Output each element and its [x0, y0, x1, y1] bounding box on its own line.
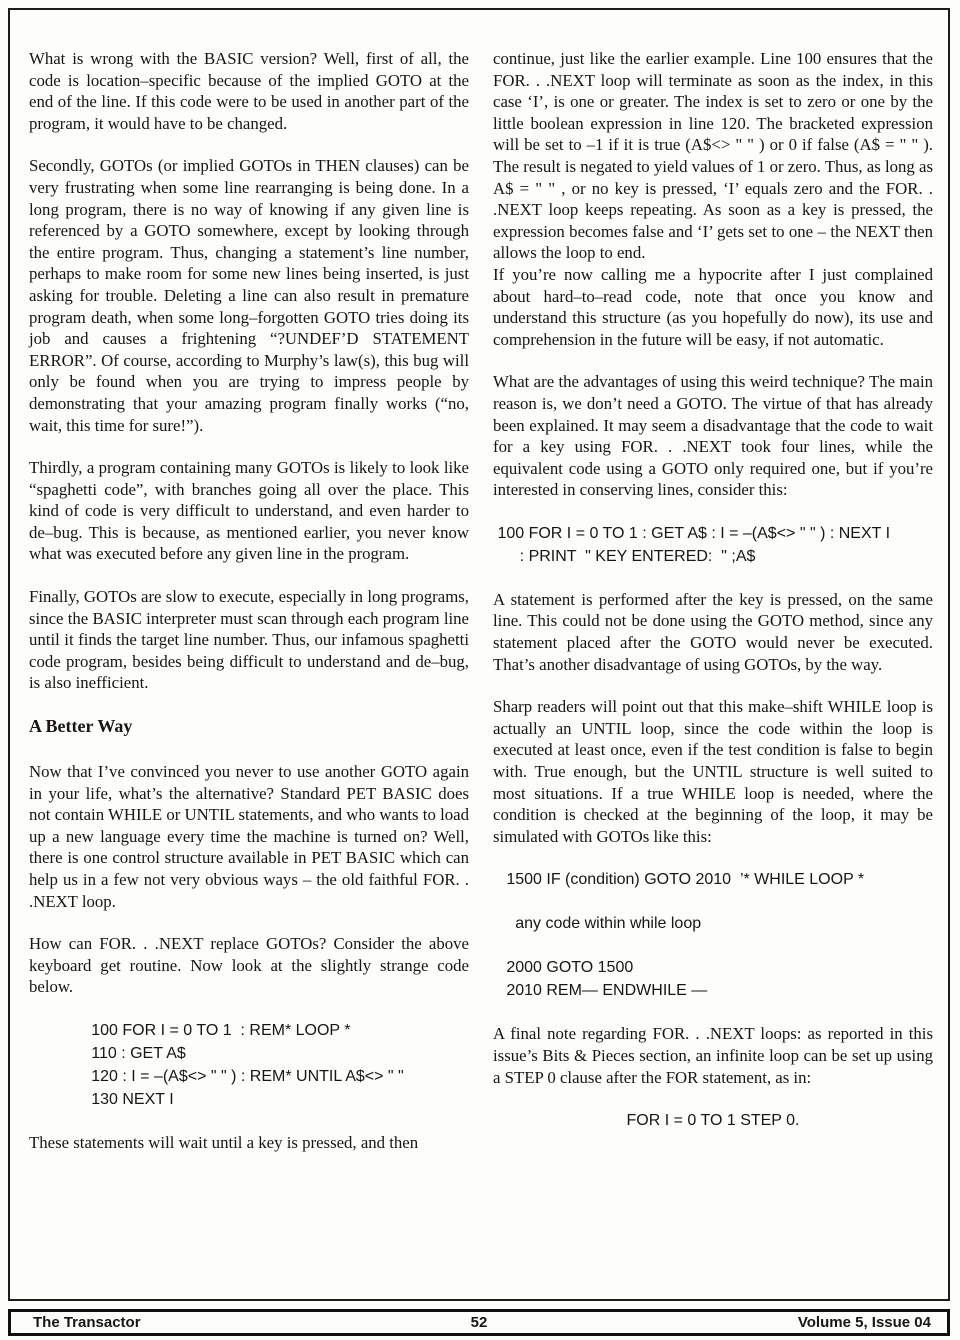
code-block — [493, 956, 933, 1002]
code-line: 120 : I = –(A$<> " " ) : REM* UNTIL A$<> " " — [29, 1067, 404, 1085]
code-line: 110 : GET A$ — [29, 1044, 186, 1062]
code-block — [493, 912, 933, 935]
paragraph: Sharp readers will point out that this make–shift WHILE loop is actually an UNTIL loop, since the code within the loop is executed at least once, even if the test condition is false to begin with. True enough, but the UNTIL structure is well suited to most situations. If a true WHILE loop is needed, where the condition is checked at the beginning of the loop, it may be simulated with GOTOs like this: — [493, 697, 933, 846]
code-block — [493, 868, 933, 891]
code-line: FOR I = 0 TO 1 STEP 0. — [626, 1112, 800, 1130]
code-line: any code within while loop — [493, 915, 702, 933]
code-line: 130 NEXT I — [29, 1090, 174, 1108]
page-frame — [8, 8, 950, 1301]
right-column — [493, 48, 933, 1299]
paragraph: Finally, GOTOs are slow to execute, especially in long programs, since the BASIC interpreter must scan through each program line until it finds the target line number. Thus, our infamous spaghetti code program, besides being difficult to understand and de–bug, is also inefficient. — [29, 587, 469, 693]
paragraph: A final note regarding FOR. . .NEXT loops: as reported in this issue’s Bits & Pieces section, an infinite loop can be set up using a STEP 0 clause after the FOR statement, as in: — [493, 1024, 933, 1087]
footer-magazine-title: The Transactor — [33, 1314, 141, 1331]
left-column — [29, 48, 469, 1299]
paragraph: A statement is performed after the key is pressed, on the same line. This could not be done using the GOTO method, since any statement placed after the GOTO would never be executed. That’s another disadvantage of using GOTOs, by the way. — [493, 589, 933, 674]
code-line: 2000 GOTO 1500 — [493, 959, 634, 977]
code-line: 2010 REM— ENDWHILE — — [493, 982, 708, 1000]
paragraph: Secondly, GOTOs (or implied GOTOs in THEN clauses) can be very frustrating when some line rearranging is being done. In a long program, there is no way of knowing if any given line is referenced by a GOTO somewhere, except by looking through the entire program. Thus, changing a statement’s line number, perhaps to make room for some new lines being inserted, is just asking for trouble. Deleting a line can also result in premature program death, when some long–forgotten GOTO tries doing its job and causes a frightening “?UNDEF’D STATEMENT ERROR”. Of course, according to Murphy’s law(s), this bug will only be found when you are trying to impress people by demonstrating that your amazing program finally works (“no, wait, this time for sure!”). — [29, 156, 469, 435]
paragraph: What is wrong with the BASIC version? Well, first of all, the code is location–specific because of the implied GOTO at the end of the line. If this code were to be used in another part of the program, it would have to be changed. — [29, 49, 469, 133]
code-line: 100 FOR I = 0 TO 1 : REM* LOOP * — [29, 1021, 351, 1039]
code-block — [493, 522, 933, 568]
code-block — [29, 1019, 469, 1111]
code-line: 100 FOR I = 0 TO 1 : GET A$ : I = –(A$<> " " ) : NEXT I — [493, 524, 891, 542]
code-block — [493, 1109, 933, 1132]
footer-bar — [8, 1309, 950, 1336]
code-line: 1500 IF (condition) GOTO 2010 ’* WHILE LOOP * — [493, 871, 865, 889]
paragraph: If you’re now calling me a hypocrite after I just complained about hard–to–read code, note that once you know and understand this structure (as you hopefully do now), its use and comprehension in the future will be easy, if not automatic. — [493, 264, 933, 349]
footer-page-number: 52 — [470, 1314, 488, 1331]
paragraph: Now that I’ve convinced you never to use another GOTO again in your life, what’s the alternative? Standard PET BASIC does not contain WHILE or UNTIL statements, and who wants to load up a new language every time the machine is turned on? Well, there is one control structure available in PET BASIC which can help us in a few not very obvious ways – the old faithful FOR. . .NEXT loop. — [29, 762, 469, 911]
section-heading: A Better Way — [29, 716, 133, 737]
paragraph: continue, just like the earlier example. Line 100 ensures that the FOR. . .NEXT loop will terminate as soon as the index, in this case ‘I’, is one or greater. The index is set to zero or one by the little boolean expression in line 120. The bracketed expression will be set to –1 if it is true (A$<> " " ) or 0 if false (A$ = " " ). The result is negated to yield values of 1 or zero. Thus, as long as A$ = " " , or no key is pressed, ‘I’ equals zero and the FOR. . .NEXT loop keeps repeating. As soon as a key is pressed, the expression becomes false and ‘I’ gets set to one – the NEXT then allows the loop to end. — [493, 49, 933, 263]
paragraph: How can FOR. . .NEXT replace GOTOs? Consider the above keyboard get routine. Now look at the slightly strange code below. — [29, 934, 469, 997]
paragraph: These statements will wait until a key is pressed, and then — [29, 1132, 419, 1152]
footer-issue-label: Volume 5, Issue 04 — [797, 1314, 931, 1331]
code-line: : PRINT " KEY ENTERED: " ;A$ — [493, 547, 756, 565]
paragraph: What are the advantages of using this weird technique? The main reason is, we don’t need a GOTO. The virtue of that has already been explained. It may seem a disadvantage that the code to wait for a key using FOR. . .NEXT took four lines, while the equivalent code using a GOTO only required one, but if you’re interested in conserving lines, consider this: — [493, 372, 933, 500]
paragraph: Thirdly, a program containing many GOTOs is likely to look like “spaghetti code”, with branches going all over the place. This kind of code is very difficult to understand, and even harder to de–bug. This is because, as mentioned earlier, you never know what was executed before any given line in the program. — [29, 458, 469, 564]
